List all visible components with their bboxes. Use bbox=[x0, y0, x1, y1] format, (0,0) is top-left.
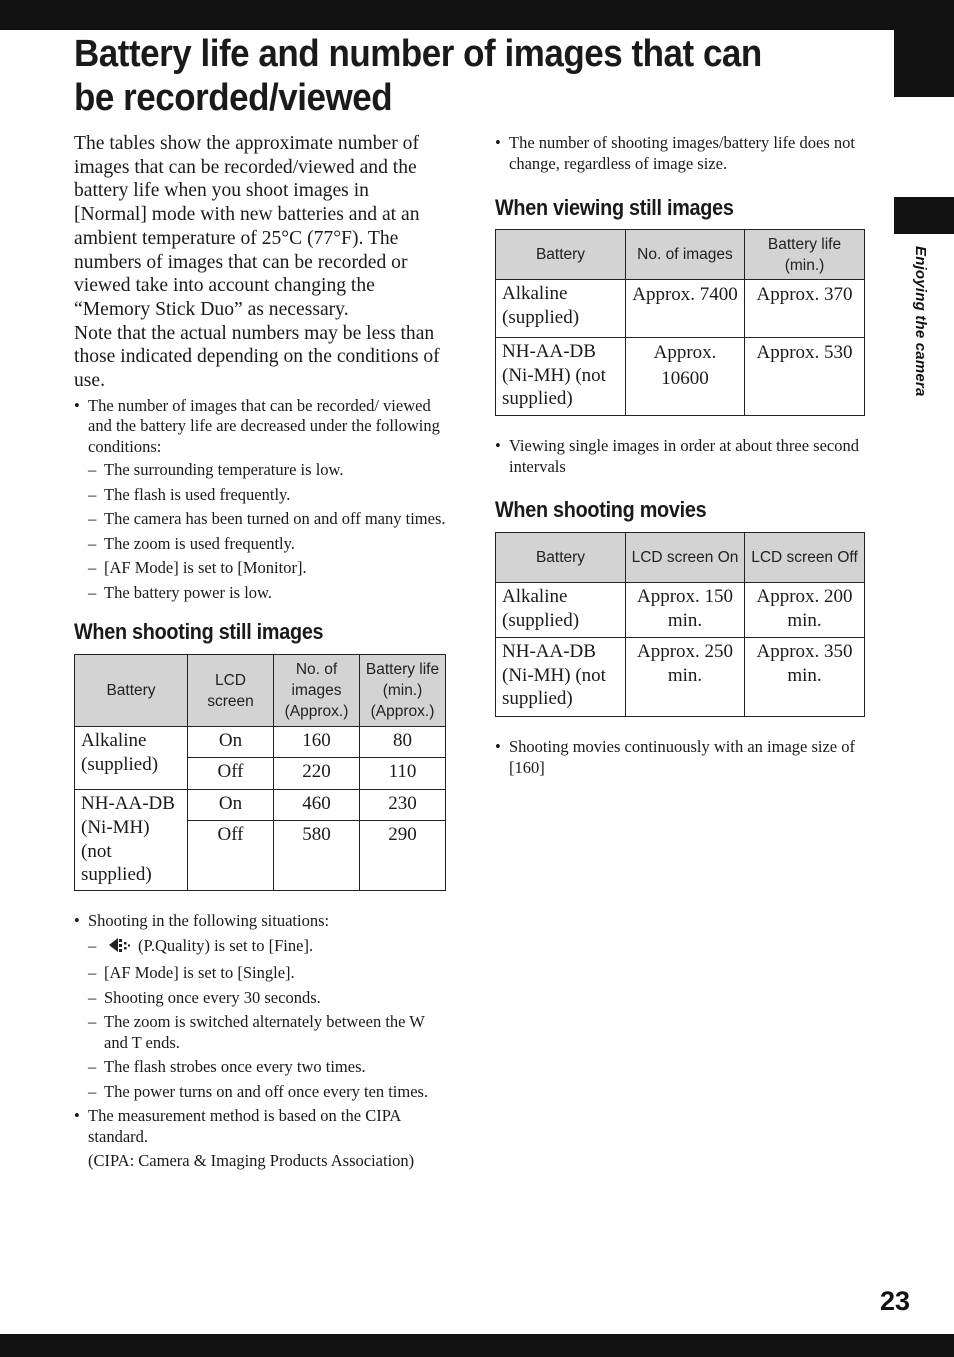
battery-cell: NH-AA-DB (Ni-MH) (not supplied) bbox=[496, 638, 626, 717]
table-row bbox=[496, 638, 865, 717]
list-item: – The battery power is low. bbox=[74, 583, 446, 604]
life-cell: 80 bbox=[360, 727, 446, 758]
battery-cell: NH-AA-DB (Ni-MH) (not supplied) bbox=[75, 790, 188, 891]
column-header: Battery bbox=[75, 655, 188, 727]
column-header: No. of images (Approx.) bbox=[274, 655, 360, 727]
images-cell: 220 bbox=[274, 758, 360, 790]
conditions-list bbox=[74, 460, 446, 603]
side-block-top bbox=[894, 30, 954, 97]
life-cell: Approx. 370 bbox=[745, 280, 865, 338]
viewing-images-table bbox=[495, 229, 865, 416]
conditions-bullet-list bbox=[74, 396, 446, 458]
still-images-heading: When shooting still images bbox=[74, 619, 324, 645]
lcd-off-cell: Approx. 350 min. bbox=[745, 638, 865, 717]
battery-cell: Alkaline (supplied) bbox=[496, 583, 626, 638]
lcd-cell: Off bbox=[188, 821, 274, 891]
lcd-cell: On bbox=[188, 790, 274, 821]
table-row bbox=[496, 583, 865, 638]
table-header-row bbox=[75, 655, 446, 727]
list-item: – The flash strobes once every two times. bbox=[74, 1057, 446, 1078]
bullet-text: The number of shooting images/battery life does not change, regardless of image size. bbox=[509, 133, 855, 173]
column-header: Battery bbox=[496, 533, 626, 583]
lcd-cell: On bbox=[188, 727, 274, 758]
life-cell: Approx. 530 bbox=[745, 338, 865, 416]
images-cell: Approx. 10600 bbox=[626, 338, 745, 416]
cipa-bullet-list bbox=[74, 1106, 446, 1147]
battery-cell: Alkaline (supplied) bbox=[496, 280, 626, 338]
life-cell: 110 bbox=[360, 758, 446, 790]
viewing-note-list bbox=[495, 436, 865, 477]
lcd-on-cell: Approx. 150 min. bbox=[626, 583, 745, 638]
list-item: – [AF Mode] is set to [Monitor]. bbox=[74, 558, 446, 579]
list-item: – The zoom is switched alternately between the W and T ends. bbox=[74, 1012, 446, 1053]
lcd-on-cell: Approx. 250 min. bbox=[626, 638, 745, 717]
column-header: LCD screen On bbox=[626, 533, 745, 583]
bullet-text: Shooting movies continuously with an image size of [160] bbox=[509, 737, 856, 777]
battery-cell: Alkaline (supplied) bbox=[75, 727, 188, 790]
viewing-images-heading: When viewing still images bbox=[495, 195, 734, 220]
shooting-movies-heading: When shooting movies bbox=[495, 497, 707, 522]
list-item bbox=[74, 911, 446, 932]
intro-paragraph: The tables show the approximate number of images that can be recorded/viewed and the battery life when you shoot images in [Normal] mode with new batteries and at an ambient temperature of 25°C (77°F). The numbers of images that can be recorded or viewed take into account changing the “Memory Stick Duo” as necessary. bbox=[74, 133, 420, 320]
list-item bbox=[74, 1106, 446, 1147]
table-row bbox=[496, 280, 865, 338]
table-row bbox=[496, 338, 865, 416]
image-size-bullet-list bbox=[495, 133, 865, 174]
table-row bbox=[75, 727, 446, 758]
list-item bbox=[495, 133, 865, 174]
chapter-tab-marker bbox=[894, 197, 954, 234]
list-item: – The camera has been turned on and off many times. bbox=[74, 509, 446, 530]
images-cell: 460 bbox=[274, 790, 360, 821]
column-header: LCD screen Off bbox=[745, 533, 865, 583]
column-header: LCD screen bbox=[188, 655, 274, 727]
list-item bbox=[495, 436, 865, 477]
lcd-cell: Off bbox=[188, 758, 274, 790]
images-cell: 580 bbox=[274, 821, 360, 891]
list-item: – The power turns on and off once every ten times. bbox=[74, 1082, 446, 1103]
life-cell: 290 bbox=[360, 821, 446, 891]
column-header: Battery life (min.) (Approx.) bbox=[360, 655, 446, 727]
list-item bbox=[74, 396, 446, 458]
cipa-note: (CIPA: Camera & Imaging Products Association) bbox=[88, 1151, 415, 1171]
page-title: Battery life and number of images that can be recorded/viewed bbox=[74, 33, 762, 119]
battery-cell: NH-AA-DB (Ni-MH) (not supplied) bbox=[496, 338, 626, 416]
table-header-row bbox=[496, 230, 865, 280]
movies-note-list bbox=[495, 737, 865, 778]
life-cell: 230 bbox=[360, 790, 446, 821]
images-cell: 160 bbox=[274, 727, 360, 758]
list-item: – [AF Mode] is set to [Single]. bbox=[74, 963, 446, 984]
image-quality-icon bbox=[106, 936, 134, 960]
list-item: – The surrounding temperature is low. bbox=[74, 460, 446, 481]
still-images-table bbox=[74, 654, 446, 891]
bullet-text: Shooting in the following situations: bbox=[88, 911, 330, 931]
list-item bbox=[495, 737, 865, 778]
table-row bbox=[75, 790, 446, 821]
note-paragraph: Note that the actual numbers may be less than those indicated depending on the conditions of use. bbox=[74, 322, 440, 392]
top-bar bbox=[0, 0, 954, 30]
page-number: 23 bbox=[879, 1286, 910, 1316]
list-item: – The zoom is used frequently. bbox=[74, 534, 446, 555]
images-cell: Approx. 7400 bbox=[626, 280, 745, 338]
situations-bullet-list bbox=[74, 911, 446, 932]
list-item: – The flash is used frequently. bbox=[74, 485, 446, 506]
column-header: Battery bbox=[496, 230, 626, 280]
shooting-movies-table bbox=[495, 532, 865, 717]
list-item: – Shooting once every 30 seconds. bbox=[74, 988, 446, 1009]
chapter-tab-label: Enjoying the camera bbox=[912, 246, 929, 397]
pquality-text: (P.Quality) is set to [Fine]. bbox=[138, 935, 314, 955]
list-item bbox=[74, 936, 446, 960]
column-header: Battery life (min.) bbox=[745, 230, 865, 280]
bottom-bar bbox=[0, 1334, 954, 1357]
lcd-off-cell: Approx. 200 min. bbox=[745, 583, 865, 638]
situations-list bbox=[74, 936, 446, 1103]
column-header: No. of images bbox=[626, 230, 745, 280]
left-column bbox=[74, 132, 446, 1172]
bullet-text: The measurement method is based on the CIPA standard. bbox=[88, 1106, 401, 1146]
bullet-text: The number of images that can be recorded/ viewed and the battery life are decreased under the following conditions: bbox=[88, 395, 440, 456]
bullet-text: Viewing single images in order at about three second intervals bbox=[509, 436, 859, 476]
table-header-row bbox=[496, 533, 865, 583]
right-column bbox=[495, 133, 865, 778]
